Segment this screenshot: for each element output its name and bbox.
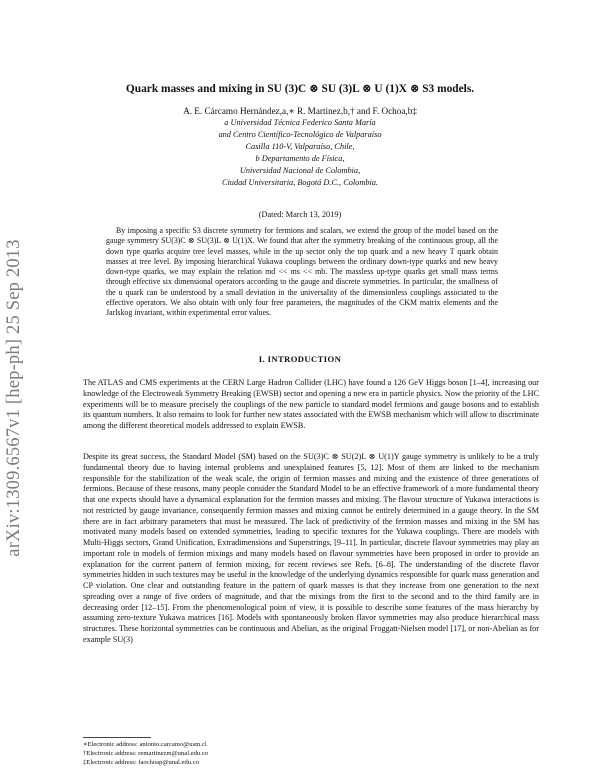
- arxiv-stamp: arXiv:1309.6567v1 [hep-ph] 25 Sep 2013: [4, 239, 24, 557]
- footnote: †Electronic address: remartinezm@unal.edu.co: [83, 750, 209, 757]
- footnote: ∗Electronic address: antonio.carcamo@usm.cl: [83, 741, 207, 748]
- affiliation-line: Casilla 110-V, Valparaíso, Chile,: [245, 142, 355, 151]
- paper-title: Quark masses and mixing in SU (3)C ⊗ SU (3)L ⊗ U (1)X ⊗ S3 models.: [125, 83, 475, 95]
- affiliation-line: Ciudad Universitaria, Bogotá D.C., Colombia.: [221, 178, 379, 187]
- author-list: A. E. Cárcamo Hernández,a,∗ R. Martinez,b,† and F. Ochoa,b‡: [183, 106, 417, 116]
- footnotes: [83, 740, 383, 767]
- footnote: ‡Electronic address: faochoap@unal.edu.co: [83, 759, 199, 766]
- body-paragraph: Despite its great success, the Standard Model (SM) based on the SU(3)C ⊗ SU(2)L ⊗ U(1)Y gauge symmetry is unlikely to be a truly fundamental theory due to having internal problems and unexplained features [5, 12]. Most of them are linked to the mechanism responsible for the stabilization of the weak scale, the origin of fermion masses and mixing and the existence of three generations of fermions. Because of these reasons, many people consider the Standard Model to be an effective framework of a more fundamental theory that one expects should have a dynamical explanation for the fermion masses and mixing. The flavour structure of Yukawa interactions is not restricted by gauge invariance, consequently fermion masses and mixing cannot be entirely determined in a gauge theory. In the SM there are in fact arbitrary parameters that must be measured. The lack of predictivity of the fermion masses and mixing in the SM has motivated many models based on extended symmetries, leading to specific textures for the Yukawa couplings. There are models with Multi-Higgs sectors, Grand Unification, Extradimensions and Superstrings, [9–11]. In particular, discrete flavour symmetries may play an important role in models of fermion mixings and many models based on flavour symmetries have been proposed in order to provide an explanation for the current pattern of fermion mixing, for recent reviews see Refs. [6–8]. The understanding of the discrete flavor symmetries hidden in such textures may be useful in the knowledge of the underlying dynamics responsible for quark mass generation and CP violation. One clear and outstanding feature in the pattern of quark masses is that they increase from one generation to the next spreading over a range of five orders of magnitude, and that the mixings from the first to the second and to the third family are in decreasing order [12–15]. From the phenomenological point of view, it is possible to describe some features of the mass hierarchy by assuming zero-texture Yukawa matrices [16]. Models with spontaneously broken flavor symmetries may also produce hierarchical mass structures. These horizontal symmetries can be continuous and Abelian, as the original Froggatt-Nielsen model [17], or non-Abelian as for example SU(3): [83, 452, 539, 644]
- affiliation-line: Universidad Nacional de Colombia,: [239, 166, 361, 175]
- affiliation-line: b Departamento de Física,: [255, 154, 345, 163]
- body-paragraph: The ATLAS and CMS experiments at the CERN Large Hadron Collider (LHC) have found a 126 GeV Higgs boson [1–4], increasing our knowledge of the Electroweak Symmetry Breaking (EWSB) sector and opening a new era in particle physics. Now the priority of the LHC experiments will be to measure precisely the couplings of the new particle to standard model fermions and gauge bosons and to establish its quantum numbers. It also remains to look for further new states associated with the EWSB mechanism which will allow to discriminate among the different theoretical models addressed to explain EWSB.: [83, 378, 539, 430]
- section-heading: I. INTRODUCTION: [258, 354, 342, 364]
- footnote-rule: [83, 737, 151, 738]
- date-line: (Dated: March 13, 2019): [258, 210, 342, 219]
- affiliation-line: and Centro Científico-Tecnológico de Valparaíso: [218, 130, 382, 139]
- affiliation-line: a Universidad Técnica Federico Santa María: [224, 118, 376, 127]
- abstract: By imposing a specific S3 discrete symmetry for fermions and scalars, we extend the group of the model based on the gauge symmetry SU(3)C ⊗ SU(3)L ⊗ U(1)X. We found that after the symmetry breaking of the continuous group, all the down type quarks acquire tree level masses, while in the up sector only the top quark and a new heavy T quark obtain masses at tree level. By imposing hierarchical Yukawa couplings between the ordinary down-type quarks and new heavy down-type quarks, we may explain the relation md << ms << mb. The massless up-type quarks get small mass terms through effective six dimensional operators according to the gauge and discrete symmetries. In particular, the smallness of the u quark can be understood by a small deviation in the universality of the dimensionless couplings associated to the effective operators. We also obtain with only four free parameters, the magnitudes of the CKM matrix elements and the Jarlskog invariant, within experimental error values.: [106, 226, 498, 317]
